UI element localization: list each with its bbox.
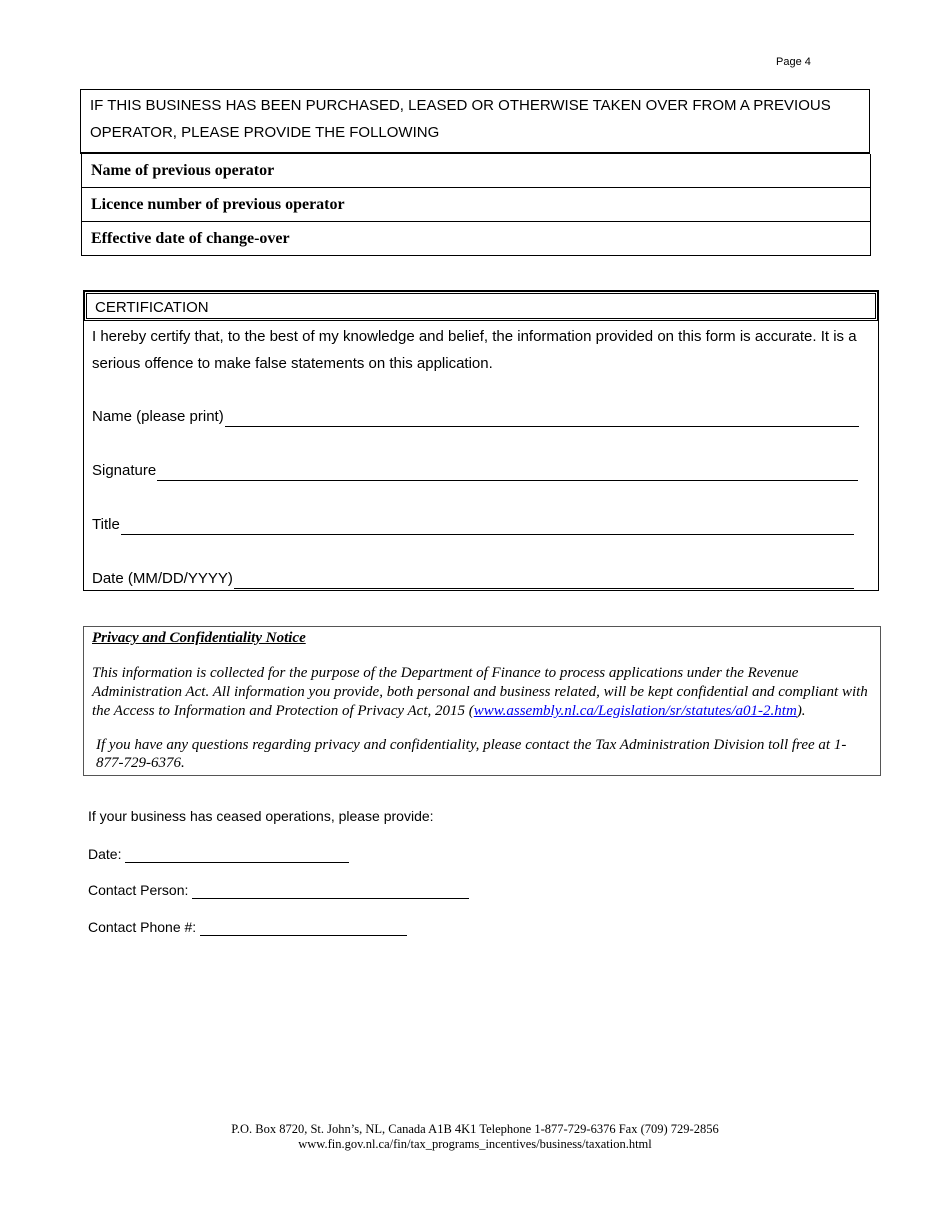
ceased-date-input-line[interactable] [125, 847, 349, 863]
ceased-date-field[interactable] [88, 845, 349, 863]
privacy-paragraph-end: ). [796, 703, 806, 719]
date-field[interactable] [92, 569, 854, 589]
signature-label: Signature [92, 462, 157, 479]
signature-input-line[interactable] [157, 464, 858, 481]
date-label: Date (MM/DD/YYYY) [92, 570, 233, 587]
contact-person-field[interactable] [88, 881, 469, 899]
name-print-label: Name (please print) [92, 408, 224, 425]
previous-operator-table [80, 89, 870, 256]
footer [0, 1122, 950, 1152]
contact-person-input-line[interactable] [192, 883, 469, 899]
certification-statement: I hereby certify that, to the best of my knowledge and belief, the information provided on this form is accurate. It is a serious offence to make false statements on this application. [92, 328, 857, 372]
name-print-field[interactable] [92, 407, 859, 427]
certification-title: CERTIFICATION [84, 291, 878, 321]
contact-phone-field[interactable] [88, 918, 407, 936]
title-label: Title [92, 516, 120, 533]
effective-date-field[interactable]: Effective date of change-over [81, 222, 871, 256]
privacy-contact-paragraph: If you have any questions regarding privacy and confidentiality, please contact the Tax Administration Division toll free at 1-877-729-6376. [96, 737, 847, 771]
previous-operator-name-field[interactable]: Name of previous operator [81, 154, 871, 188]
footer-website: www.fin.gov.nl.ca/fin/tax_programs_incentives/business/taxation.html [298, 1137, 652, 1151]
title-field[interactable] [92, 515, 854, 535]
legislation-link[interactable]: www.assembly.nl.ca/Legislation/sr/statutes/a01-2.htm [473, 703, 797, 719]
privacy-paragraph-text: This information is collected for the purpose of the Department of Finance to process applications under the Revenue Administration Act. All information you provide, both personal and business related, will be kept confidential and compliant with the Access to Information and Protection of Privacy Act, 2015 ( [92, 665, 868, 719]
contact-phone-label: Contact Phone #: [88, 919, 197, 935]
previous-operator-header: IF THIS BUSINESS HAS BEEN PURCHASED, LEASED OR OTHERWISE TAKEN OVER FROM A PREVIOUS OPERATOR, PLEASE PROVIDE THE FOLLOWING [80, 89, 870, 154]
title-input-line[interactable] [121, 518, 854, 535]
contact-person-label: Contact Person: [88, 882, 189, 898]
privacy-notice [83, 626, 881, 776]
contact-phone-input-line[interactable] [200, 920, 407, 936]
name-print-input-line[interactable] [225, 410, 859, 427]
privacy-paragraph [92, 664, 872, 721]
certification-section [83, 290, 879, 591]
footer-address: P.O. Box 8720, St. John’s, NL, Canada A1B 4K1 Telephone 1-877-729-6376 Fax (709) 729-2856 [231, 1122, 719, 1136]
privacy-title: Privacy and Confidentiality Notice [92, 630, 306, 646]
ceased-intro-text: If your business has ceased operations, please provide: [88, 808, 434, 824]
ceased-intro [88, 807, 434, 825]
date-input-line[interactable] [234, 572, 854, 589]
page-number: Page 4 [776, 56, 811, 68]
ceased-date-label: Date: [88, 846, 122, 862]
previous-operator-licence-field[interactable]: Licence number of previous operator [81, 188, 871, 222]
signature-field[interactable] [92, 461, 858, 481]
